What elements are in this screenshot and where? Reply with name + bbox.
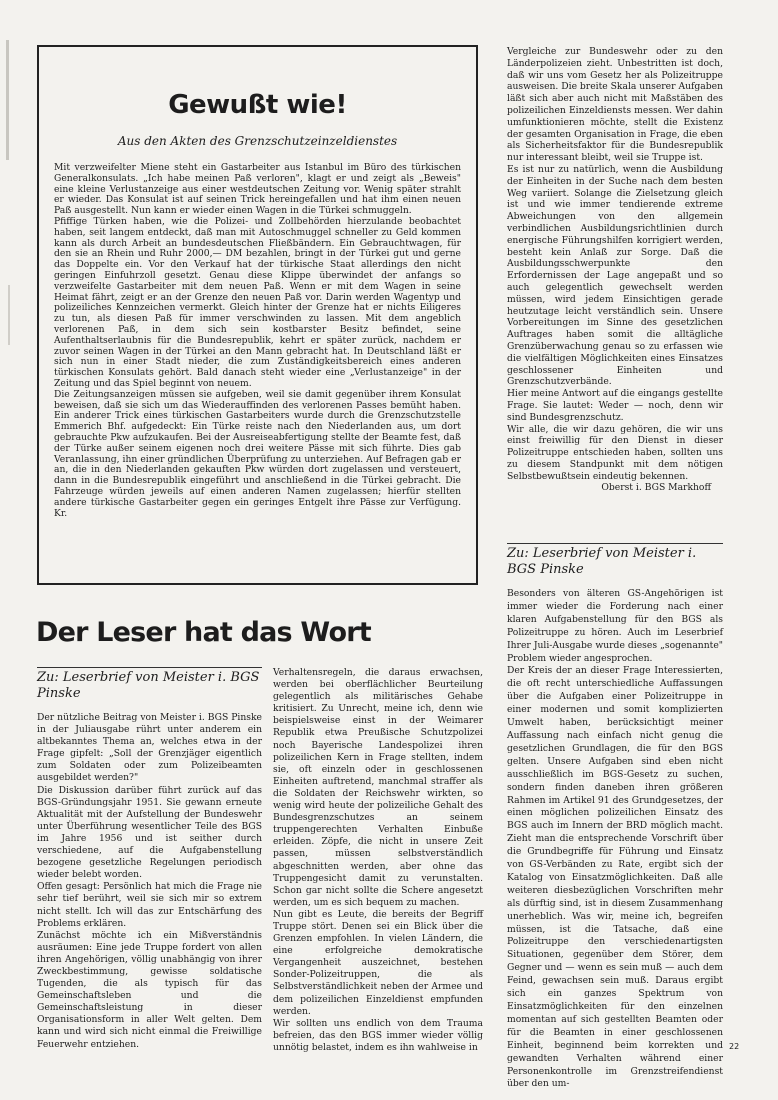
letter-column-middle (273, 667, 483, 1054)
section-headline: Der Leser hat das Wort (36, 617, 371, 648)
letter-paragraph: Hier meine Antwort auf die eingangs gestellte Frage. Sie lautet: Weder — noch, denn wir sind Bundesgrenzschutz. (507, 388, 723, 423)
page-number: 22 (729, 1042, 740, 1051)
letter-paragraph: Der Kreis der an dieser Frage Interessierten, die oft recht unterschiedliche Auffassungen über die Aufgaben einer Polizeitruppe in einer modernen und somit komplizierten Umwelt haben, berücksichtigt meiner Auffassung nach einfach nicht genug die gesetzlichen Grundlagen, die für den BGS gelten. Unsere Aufgaben sind eben nicht ausschließlich im BGS-Gesetz zu suchen, sondern finden daneben ihren größeren Rahmen im Artikel 91 des Grundgesetzes, der einen möglichen polizeilichen Einsatz des BGS auch im Innern der BRD möglich macht. Zieht man die entsprechende Vorschrift über die Grundbegriffe für Führung und Einsatz von GS-Verbänden zu Rate, ergibt sich der Katalog von Einsatzmöglichkeiten. Daß alle weiteren diesbezüglichen Vorschriften mehr als dürftig sind, ist in diesem Zusammenhang unerheblich. Was wir, meine ich, begreifen müssen, ist die Tatsache, daß eine Polizeitruppe den verschiedenartigsten Situationen, gegenüber dem Störer, dem Gegner und — wenn es sein muß — auch dem Feind, gewachsen sein muß. Daraus ergibt sich ein ganzes Spektrum von Einsatzmöglichkeiten für den einzelnen momentan auf sich gestellten Beamten oder für die Beamten in einer geschlossenen Einheit, beginnend beim korrekten und gewandten Verhalten während einer Personenkontrolle im Grenzstreifendienst über den um- (507, 665, 723, 1090)
letter-column-right-bottom (507, 543, 723, 1091)
letter-paragraph: Zunächst möchte ich ein Mißverständnis ausräumen: Eine jede Truppe fordert von allen ihren Angehörigen, völlig unabhängig von ihrer Zweckbestimmung, gewisse soldatische Tugenden, die als typisch für das Gemeinschaftsleben und die Gemeinschaftsleistung in dieser Organisationsform in aller Welt gelten. Dem kann und wird sich nicht einmal die Freiwillige Feuerwehr entziehen. (37, 929, 262, 1050)
box-paragraph: Mit verzweifelter Miene steht ein Gastarbeiter aus Istanbul im Büro des türkischen Generalkonsulats. „Ich habe meinen Paß verloren", klagt er und zeigt als „Beweis" eine kleine Verlustanzeige aus einer westdeutschen Zeitung vor. Wenig später strahlt er wieder. Das Konsulat ist auf seinen Trick hereingefallen und hat ihm einen neuen Paß ausgestellt. Nun kann er wieder einen Wagen in die Türkei schmuggeln. (54, 162, 461, 217)
letter-paragraph: Nun gibt es Leute, die bereits der Begriff Truppe stört. Denen sei ein Blick über die Grenzen empfohlen. In vielen Ländern, die eine erfolgreiche demokratische Vergangenheit auszeichnet, bestehen Sonder-Polizeitruppen, die als Selbstverständlichkeit neben der Armee und dem polizeilichen Einzeldienst empfunden werden. (273, 908, 483, 1017)
letter-paragraph: Offen gesagt: Persönlich hat mich die Frage nie sehr tief berührt, weil sie sich mir so extrem nicht stellt. Ich will das zur Entschärfung des Problems erklären. (37, 881, 262, 929)
letter-paragraph: Wir alle, die wir dazu gehören, die wir uns einst freiwillig für den Dienst in dieser Polizeitruppe entschieden haben, sollten uns zu diesem Standpunkt mit dem nötigen Selbstbewußtsein eindeutig bekennen. (507, 423, 723, 482)
letter-paragraph: Die Diskussion darüber führt zurück auf das BGS-Gründungsjahr 1951. Sie gewann erneute Aktualität mit der Aufstellung der Bundeswehr unter Überführung wesentlicher Teile des BGS im Jahre 1956 und ist seither durch verschiedene, auf die Aufgabenstellung bezogene gesetzliche Regelungen periodisch wieder belebt worden. (37, 784, 262, 881)
box-paragraph: Pfiffige Türken haben, wie die Polizei- und Zollbehörden hierzulande beobachtet haben, seit langem entdeckt, daß man mit Autoschmuggel schneller zu Geld kommen kann als durch Arbeit an bundesdeutschen Fließbändern. Ein Gebrauchtwagen, für den sie an Rhein und Ruhr 2000,— DM bezahlen, bringt in der Türkei gut und gerne das Doppelte ein. Vor den Verkauf hat der türkische Staat allerdings den nicht geringen Einfuhrzoll gesetzt. Genau diese Klippe überwindet der anfangs so verzweifelte Gastarbeiter mit dem neuen Paß. Wenn er mit dem Wagen in seine Heimat fährt, zeigt er an der Grenze den neuen Paß vor. Darin werden Wagentyp und polizeiliches Kennzeichen vermerkt. Gleich hinter der Grenze hat er nichts Eiligeres zu tun, als diesen Paß für immer verschwinden zu lassen. Mit dem angeblich verlorenen Paß, in dem sich sein kostbarster Besitz befindet, seine Aufenthaltserlaubnis für die Bundesrepublik, kehrt er später zurück, nachdem er zuvor seinen Wagen in der Türkei an den Mann gebracht hat. In Deutschland läßt er sich nun in einer Stadt nieder, die zum Zuständigkeitsbereich eines anderen türkischen Konsulats gehört. Bald danach steht wieder eine „Verlustanzeige" in der Zeitung und das Spiel beginnt von neuem. (54, 215, 461, 389)
gewusst-wie-box (37, 45, 478, 585)
binding-mark (6, 40, 9, 160)
binding-mark (8, 285, 10, 345)
letter-heading: Zu: Leserbrief von Meister i. BGS Pinske (37, 667, 262, 702)
letter-paragraph: Es ist nur zu natürlich, wenn die Ausbildung der Einheiten in der Suche nach dem besten Weg variiert. Solange die Zielsetzung gleich ist und wie immer tendierende extreme Abweichungen von den allgemein verbindlichen Ausbildungsrichtlinien durch energische Führungshilfen korrigiert werden, besteht kein Anlaß zur Sorge. Daß die Ausbildungsschwerpunkte den Erfordernissen der Lage angepaßt und so auch gelegentlich gewechselt werden müssen, wird jedem Einsichtigen gerade heutzutage leicht verständlich sein. Unsere Vorbereitungen im Sinne des gesetzlichen Auftrages haben somit die alltägliche Grenzüberwachung genau so zu erfassen wie die vielfältigen Möglichkeiten eines Einsatzes geschlossener Einheiten und Grenzschutzverbände. (507, 163, 723, 388)
letter-paragraph: Verhaltensregeln, die daraus erwachsen, werden bei oberflächlicher Beurteilung gelegentlich als militärisches Gehabe kritisiert. Zu Unrecht, meine ich, denn wie beispielsweise einst in der Weimarer Republik etwa Preußische Schutzpolizei noch Bayerische Landespolizei ihren polizeilichen Kern in Frage stellten, indem sie, oft einzeln oder in geschlossenen Einheiten auftretend, manchmal straffer als die Soldaten der Reichswehr wirkten, so wenig wird heute der polizeiliche Gehalt des Bundesgrenzschutzes an seinem truppengerechten Verhalten Einbuße erleiden. Zöpfe, die nicht in unsere Zeit passen, müssen selbstverständlich abgeschnitten werden, aber ohne das Truppengesicht damit zu verunstalten. Schon gar nicht sollte die Schere angesetzt werden, um es sich bequem zu machen. (273, 667, 483, 908)
box-body (54, 163, 461, 519)
letter-column-right-top (507, 46, 723, 494)
letter-heading: Zu: Leserbrief von Meister i. BGS Pinske (507, 543, 723, 578)
letter-signature: Oberst i. BGS Markhoff (601, 482, 711, 494)
box-subtitle: Aus den Akten des Grenzschutzeinzeldienstes (117, 134, 398, 148)
letter-paragraph: Wir sollten uns endlich von dem Trauma befreien, das den BGS immer wieder völlig unnötig belastet, indem es ihn wahlweise in (273, 1017, 483, 1053)
letter-paragraph: Der nützliche Beitrag von Meister i. BGS Pinske in der Juliausgabe rührt unter anderem ein altbekanntes Thema an, welches etwa in der Frage gipfelt: „Soll der Grenzjäger eigentlich zum Soldaten oder zum Polizeibeamten ausgebildet werden?" (37, 712, 262, 784)
box-paragraph: Die Zeitungsanzeigen müssen sie aufgeben, weil sie damit gegenüber ihrem Konsulat beweisen, daß sie sich um das Wiederauffinden des verlorenen Passes bemüht haben. Ein anderer Trick eines türkischen Gastarbeiters wurde durch die Grenzschutzstelle Emmerich Bhf. aufgedeckt: Ein Türke reiste nach den Niederlanden aus, um dort gebrauchte Pkw aufzukaufen. Bei der Ausreiseabfertigung stellte der Beamte fest, daß der Türke außer seinem eigenen noch drei weitere Pässe mit sich führte. Dies gab Veranlassung, ihn einer gründlichen Überprüfung zu unterziehen. Auf Befragen gab er an, die in den Niederlanden gekauften Pkw würden dort zugelassen und versteuert, dann in die Bundesrepublik eingeführt und anschließend in die Türkei gebracht. Die Fahrzeuge würden jeweils auf einen anderen Namen zugelassen; hierfür stellten andere türkische Gastarbeiter gegen ein geringes Entgelt ihre Pässe zur Verfügung. Kr. (54, 388, 461, 519)
letter-column-left (37, 667, 262, 1051)
box-title: Gewußt wie! (168, 90, 347, 120)
letter-paragraph: Vergleiche zur Bundeswehr oder zu den Länderpolizeien zieht. Unbestritten ist doch, daß wir uns vom Gesetz her als Polizeitruppe ausweisen. Die breite Skala unserer Aufgaben läßt sich aber auch nicht mit Maßstäben des polizeilichen Einzeldiensts messen. Wer dahin umfunktionieren möchte, stellt die Existenz der gesamten Organisation in Frage, die eben als Sicherheitsfaktor für die Bundesrepublik nur interessant bleibt, weil sie Truppe ist. (507, 46, 723, 164)
letter-paragraph: Besonders von älteren GS-Angehörigen ist immer wieder die Forderung nach einer klaren Aufgabenstellung für den BGS als Polizeitruppe zu hören. Auch im Leserbrief Ihrer Juli-Ausgabe wurde dieses „sogenannte" Problem wieder angesprochen. (507, 588, 723, 664)
